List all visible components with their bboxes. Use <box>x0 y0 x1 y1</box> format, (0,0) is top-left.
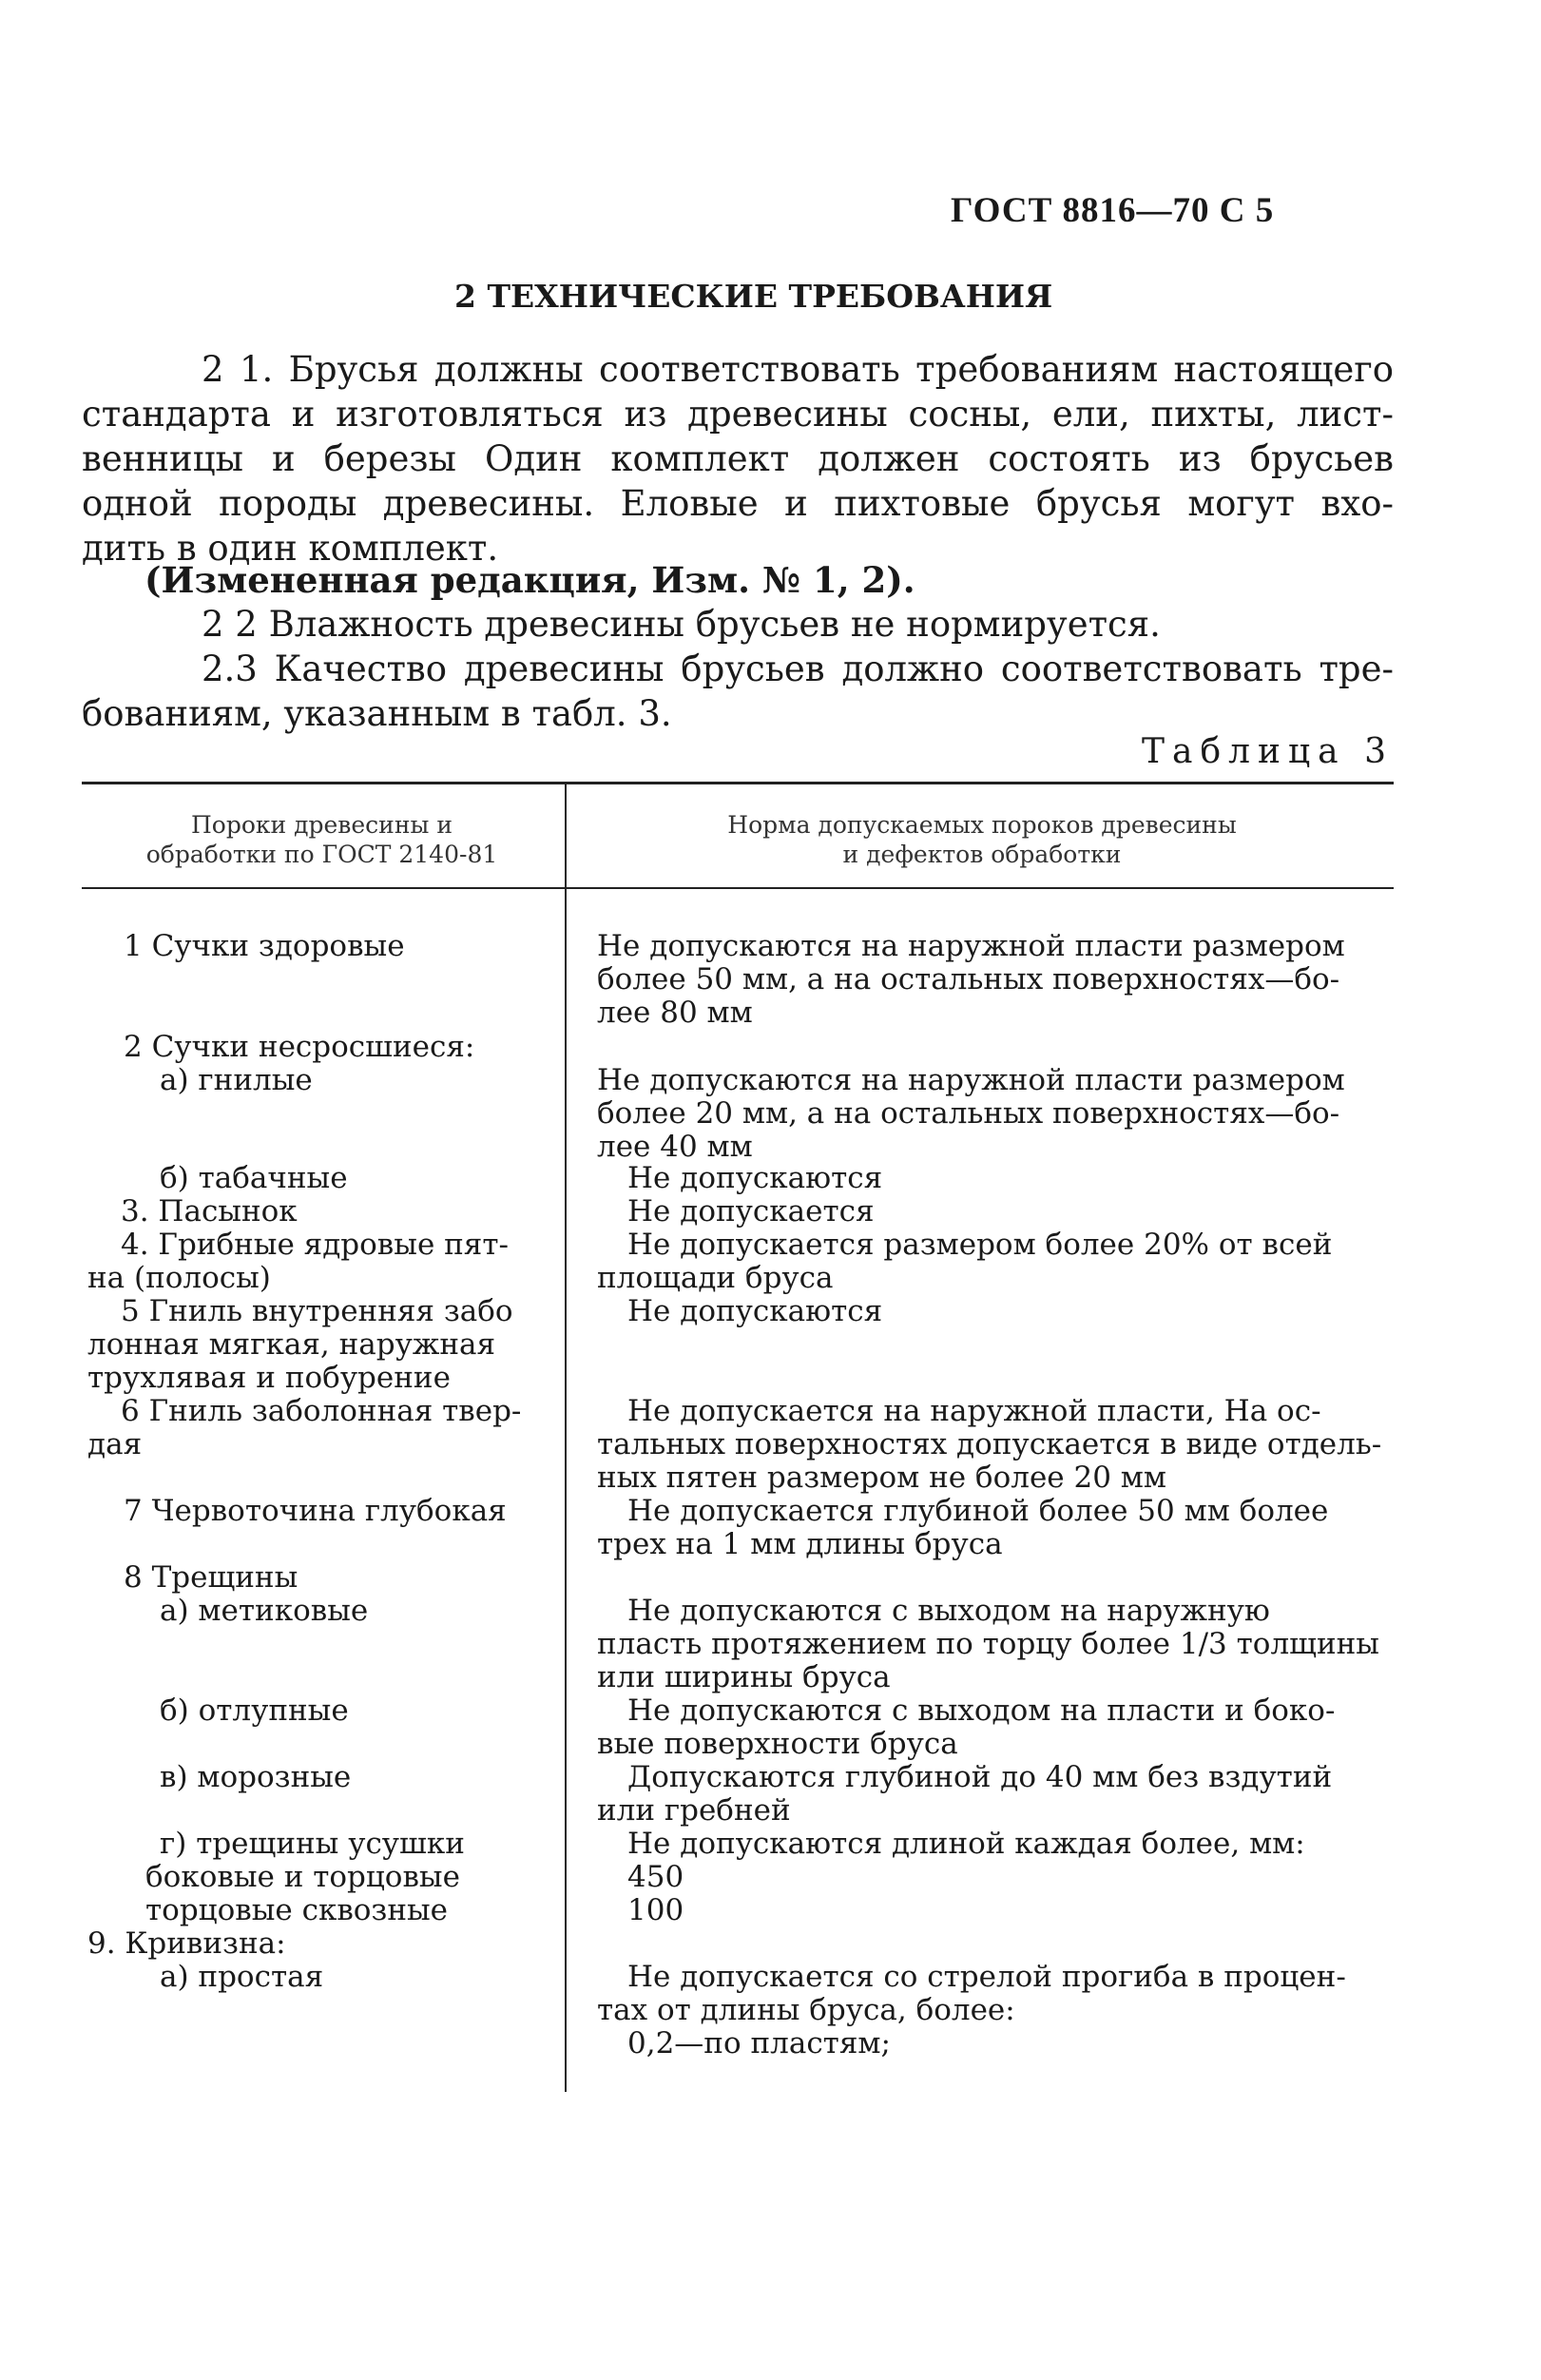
table-column-rule <box>565 782 567 2092</box>
table-row-label: 1 Сучки здоровые <box>124 929 405 963</box>
table-row-norm: Не допускаются на наружной пласти размером <box>597 929 1345 963</box>
column-header-line: и дефектов обработки <box>842 841 1122 868</box>
table-row-norm: Не допускаются <box>627 1294 883 1328</box>
table-row-label: трухлявая и побурение <box>87 1361 451 1395</box>
table-row-label: 7 Червоточина глубокая <box>124 1494 507 1528</box>
table-row-label: торцовые сквозные <box>145 1893 449 1927</box>
table-row-norm: Допускаются глубиной до 40 мм без вздутий <box>627 1760 1333 1794</box>
table-row-label: боковые и торцовые <box>145 1860 460 1894</box>
table-row-norm: вые поверхности бруса <box>597 1727 958 1761</box>
table-row-norm: Не допускаются с выходом на пласти и боко- <box>627 1693 1336 1728</box>
table-row-norm: площади бруса <box>597 1261 834 1295</box>
table-row-norm: Не допускаются на наружной пласти размером <box>597 1063 1345 1097</box>
table-row-norm: или ширины бруса <box>597 1660 891 1694</box>
table-row-norm: 450 <box>627 1860 684 1894</box>
clause-2-2-line: 2 2 Влажность древесины брусьев не нормируется. <box>202 604 1161 645</box>
table-row-label: лонная мягкая, наружная <box>87 1327 496 1362</box>
table-row-norm: Не допускается <box>627 1194 875 1229</box>
table-row-norm: тах от длины бруса, более: <box>597 1993 1015 2027</box>
table-row-label: дая <box>87 1427 143 1461</box>
table-top-rule <box>82 782 1394 784</box>
table-row-label: 4. Грибные ядровые пят- <box>121 1228 509 1262</box>
clause-2-1-line: венницы и березы Один комплект должен состоять из брусьев <box>82 438 1394 479</box>
clause-2-1-line: дить в один комплект. <box>82 528 499 569</box>
table-row-norm: лее 80 мм <box>597 996 753 1030</box>
table-row-label: г) трещины усушки <box>160 1827 465 1861</box>
table-row-label: а) метиковые <box>160 1594 369 1628</box>
column-header-line: Пороки древесины и <box>190 811 453 839</box>
table-row-norm: Не допускаются <box>627 1161 883 1195</box>
table-row-label: 2 Сучки несросшиеся: <box>124 1030 475 1064</box>
table-row-norm: или гребней <box>597 1793 791 1828</box>
clause-2-1-line: стандарта и изготовляться из древесины сосны, ели, пихты, лист- <box>82 394 1394 435</box>
table-row-label: 9. Кривизна: <box>87 1926 286 1961</box>
table-row-norm: Не допускается со стрелой прогиба в процен- <box>627 1960 1346 1994</box>
table-row-norm: пласть протяжением по торцу более 1/3 толщины <box>597 1627 1379 1661</box>
table-row-label: а) гнилые <box>160 1063 313 1097</box>
table-row-norm: Не допускается на наружной пласти, На ос- <box>627 1394 1321 1428</box>
clause-2-1-line: 2 1. Брусья должны соответствовать требованиям настоящего <box>202 349 1394 390</box>
table-row-norm: ных пятен размером не более 20 мм <box>597 1461 1167 1495</box>
table-row-norm: Не допускается размером более 20% от всей <box>627 1228 1333 1262</box>
page-header: ГОСТ 8816—70 С 5 <box>951 191 1275 230</box>
table-row-norm: более 20 мм, а на остальных поверхностях—бо- <box>597 1096 1340 1131</box>
clause-2-3-line: 2.3 Качество древесины брусьев должно соответствовать тре- <box>202 648 1394 689</box>
table-row-label: 5 Гниль внутренняя забо <box>121 1294 513 1328</box>
column-header-norms <box>570 810 1394 869</box>
section-title: 2 ТЕХНИЧЕСКИЕ ТРЕБОВАНИЯ <box>454 278 1053 315</box>
amendment-note: (Измененная редакция, Изм. № 1, 2). <box>144 559 915 601</box>
clause-2-3-line: бованиям, указанным в табл. 3. <box>82 693 672 734</box>
table-row-norm: тальных поверхностях допускается в виде отдель- <box>597 1427 1382 1461</box>
table-label: Таблица 3 <box>1142 732 1394 771</box>
clause-2-1-line: одной породы древесины. Еловые и пихтовые брусья могут вхо- <box>82 483 1394 524</box>
table-row-norm: Не допускаются длиной каждая более, мм: <box>627 1827 1305 1861</box>
table-row-norm: Не допускаются с выходом на наружную <box>627 1594 1270 1628</box>
column-header-line: Норма допускаемых пороков древесины <box>727 811 1237 839</box>
column-header-line: обработки по ГОСТ 2140-81 <box>145 841 498 868</box>
clause-2-1 <box>82 347 1394 571</box>
table-row-label: б) табачные <box>160 1161 348 1195</box>
table-row-label: в) морозные <box>160 1760 352 1794</box>
table-row-label: 6 Гниль заболонная твер- <box>121 1394 522 1428</box>
table-row-norm: 100 <box>627 1893 684 1927</box>
table-row-label: на (полосы) <box>87 1261 271 1295</box>
table-row-norm: трех на 1 мм длины бруса <box>597 1527 1003 1561</box>
table-row-norm: лее 40 мм <box>597 1130 753 1164</box>
table-header-rule <box>82 887 1394 889</box>
table-row-label: 3. Пасынок <box>121 1194 298 1229</box>
clause-2-3 <box>82 647 1394 736</box>
table-row-norm: 0,2—по пластям; <box>627 2026 891 2061</box>
table-row-label: 8 Трещины <box>124 1560 299 1595</box>
table-row-norm: Не допускается глубиной более 50 мм более <box>627 1494 1329 1528</box>
table-row-label: б) отлупные <box>160 1693 349 1728</box>
table-row-norm: более 50 мм, а на остальных поверхностях—бо- <box>597 962 1340 997</box>
clause-2-2 <box>82 602 1394 647</box>
column-header-defects <box>82 810 562 869</box>
table-row-label: а) простая <box>160 1960 324 1994</box>
